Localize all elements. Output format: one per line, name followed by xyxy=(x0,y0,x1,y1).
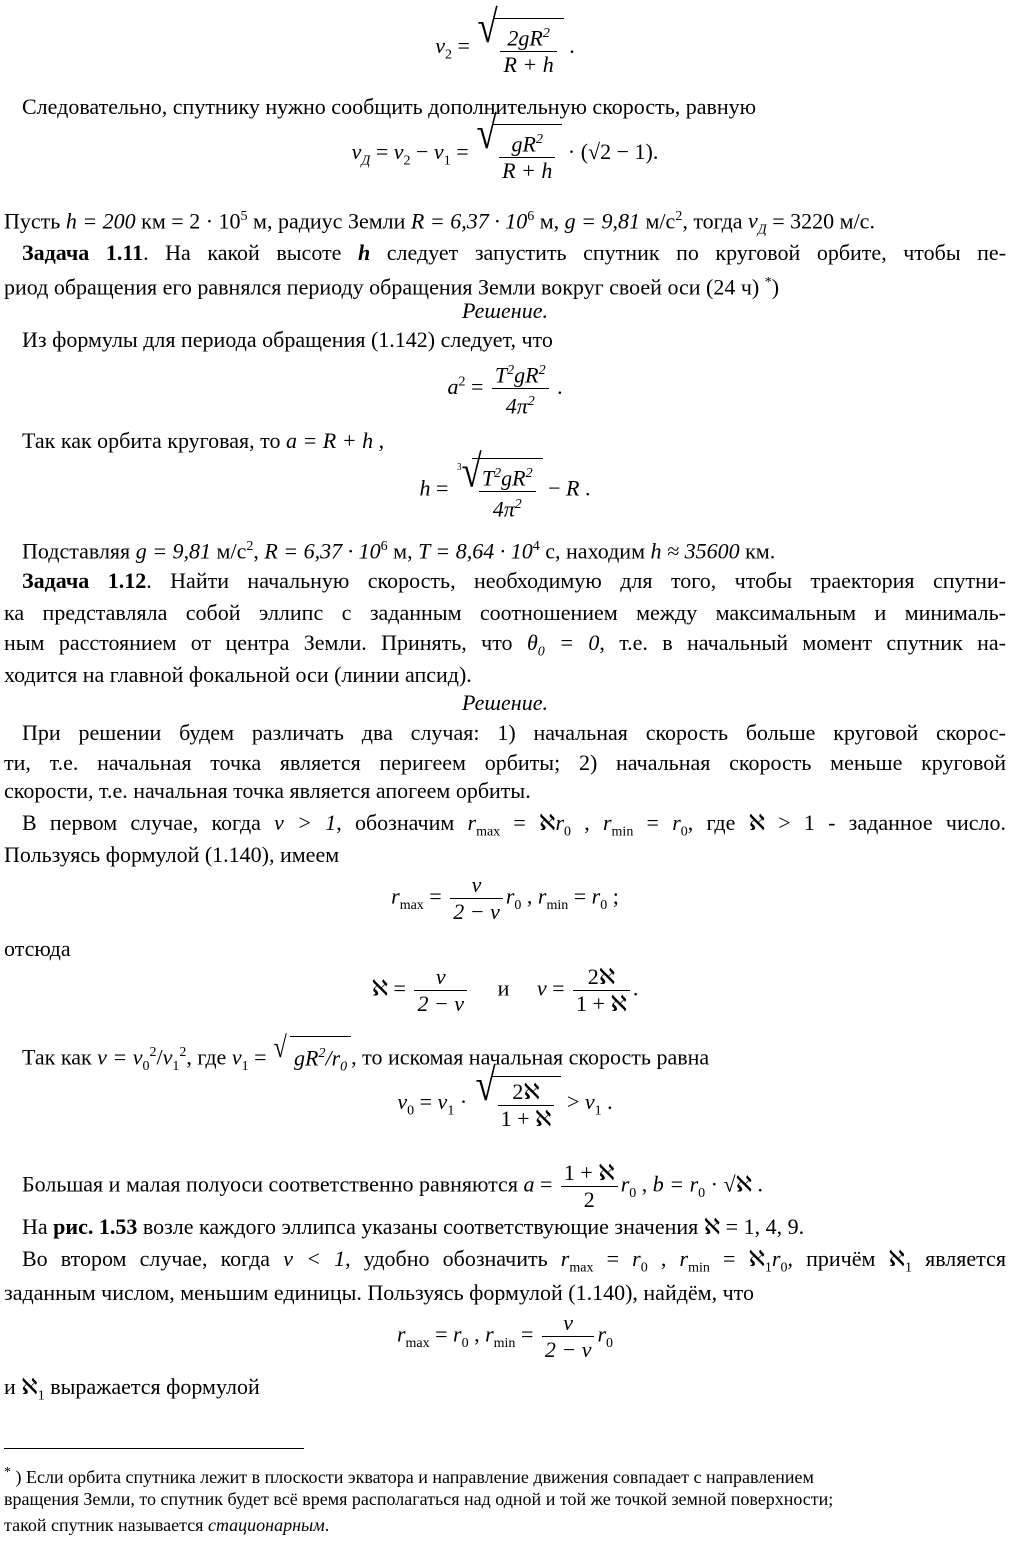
equation-aleph: ℵ = $\frac{\nu}{2 - \nu}$ и ν = 2ℵ 1 + ℵ . xyxy=(371,964,639,1016)
footnote-line2: вращения Земли, то спутник будет всё время располагаться над одной и той же точкой земной поверхности; xyxy=(4,1489,834,1509)
word-otsyuda: отсюда xyxy=(4,936,71,961)
equation-h: h = $^3$√ $\frac{T^2gR^2}{4\pi^2}$ − R . xyxy=(419,445,591,522)
paragraph-8: Так как $\nu = v_0^2/v_1^2$, где $v_1$ = √ $gR^2/r_0$ , то искомая начальная скорость равна xyxy=(22,1036,1006,1083)
equation-rmax: $r_{max}$ = $\frac{\nu}{2 - \nu}$ $r_0$ , $r_{min} = r_0$ ; xyxy=(391,872,619,924)
footnote-line3: такой спутник называется стационарным. xyxy=(4,1515,330,1535)
paragraph-6-line1: При решении будем различать два случая: 1) начальная скорость больше круговой скорос- xyxy=(22,720,1006,745)
task-1-12-line3: ным расстоянием от центра Земли. Принять, что $\theta_0 = 0$, т.е. в начальный момент спутник на- xyxy=(4,630,1006,660)
paragraph-7-line1: В первом случае, когда ν > 1, обозначим $r_{max}$ = ℵr$_0$ , $r_{min} = r_0$, где ℵ > 1 - заданное число. xyxy=(22,810,1006,840)
paragraph-2: Пусть h = 200 км = $2 \cdot 10^5$ м, радиус Земли $R = 6,37 \cdot 10^6$ м, g = 9,81 $м/с^2$, тогда $v_Д = 3220$ м/с. xyxy=(4,208,875,238)
paragraph-12: и ℵ$_1$ выражается формулой xyxy=(4,1374,260,1404)
solution-heading: Решение. xyxy=(462,298,548,323)
equation-v2: $v_2$ = √ $\frac{2gR^2}{R + h}$ . xyxy=(435,1,575,78)
task-label: Задача 1.11 xyxy=(22,240,144,265)
equation-rmin: $r_{max} = r_0$ , $r_{min}$ = $\frac{\nu}{2 - \nu}$ $r_0$ xyxy=(396,1310,614,1362)
paragraph-7-line2: Пользуясь формулой (1.140), имеем xyxy=(4,842,340,867)
task-1-12-line1: Задача 1.12. Найти начальную скорость, необходимую для того, чтобы траектория спутни- xyxy=(22,568,1006,593)
paragraph-11-line1: Во втором случае, когда ν < 1, удобно обозначить $r_{max} = r_0$ , $r_{min}$ = $ℵ_1r_0$, причём ℵ$_1$ является xyxy=(22,1246,1006,1276)
paragraph-11-line2: заданным числом, меньшим единицы. Пользуясь формулой (1.140), найдём, что xyxy=(4,1280,754,1305)
paragraph-3: Из формулы для периода обращения (1.142) следует, что xyxy=(22,327,553,352)
figure-reference: рис. 1.53 xyxy=(53,1214,138,1239)
task-1-12-line4: ходится на главной фокальной оси (линии апсид). xyxy=(4,662,472,687)
paragraph-4: Так как орбита круговая, то a = R + h , xyxy=(22,428,385,453)
equation-a2: $a^2$ = $\frac{T^2gR^2}{4\pi^2}$ . xyxy=(0,358,1010,422)
paragraph-6-line2: ти, т.е. начальная точка является перигеем орбиты; 2) начальная скорость меньше круговой xyxy=(4,750,1006,775)
footnote-rule xyxy=(4,1448,304,1449)
task-1-11-line1: Задача 1.11. На какой высоте h следует запустить спутник по круговой орбите, чтобы пе- xyxy=(22,240,1007,265)
paragraph-5: Подставляя g = 9,81 $м/с^2$, $R = 6,37 \cdot 10^6$ м, $T = 8,64 \cdot 10^4$ с, находим h ≈ 35600 км. xyxy=(22,538,776,564)
footnote-line1: * ) Если орбита спутника лежит в плоскости экватора и направление движения совпадает с направлением xyxy=(4,1465,814,1487)
paragraph-9: Большая и малая полуоси соответственно равняются a = 1 + ℵ 2 $r_0$ , $b = r_0$ · √ℵ . xyxy=(22,1160,763,1212)
equation-v0: $v_0 = v_1$ · √ 2ℵ 1 + ℵ > $v_1$ . xyxy=(397,1059,613,1131)
task-1-11-line2: риод обращения его равнялся периоду обращения Земли вокруг своей оси (24 ч) *) xyxy=(4,274,780,300)
solution-heading: Решение. xyxy=(462,690,548,715)
task-label: Задача 1.12 xyxy=(22,568,147,593)
task-1-12-line2: ка представляла собой эллипс с заданным соотношением между максимальным и минималь- xyxy=(4,600,1006,625)
paragraph-1: Следовательно, спутнику нужно сообщить дополнительную скорость, равную xyxy=(22,94,757,119)
paragraph-6-line3: скорости, т.е. начальная точка является апогеем орбиты. xyxy=(4,778,531,803)
paragraph-10: На рис. 1.53 возле каждого эллипса указаны соответствующие значения ℵ = 1, 4, 9. xyxy=(22,1214,805,1239)
equation-vd: $v_Д = v_2 - v_1$ = √ $\frac{gR^2}{R + h}$ · (√2 − 1). xyxy=(351,107,659,184)
